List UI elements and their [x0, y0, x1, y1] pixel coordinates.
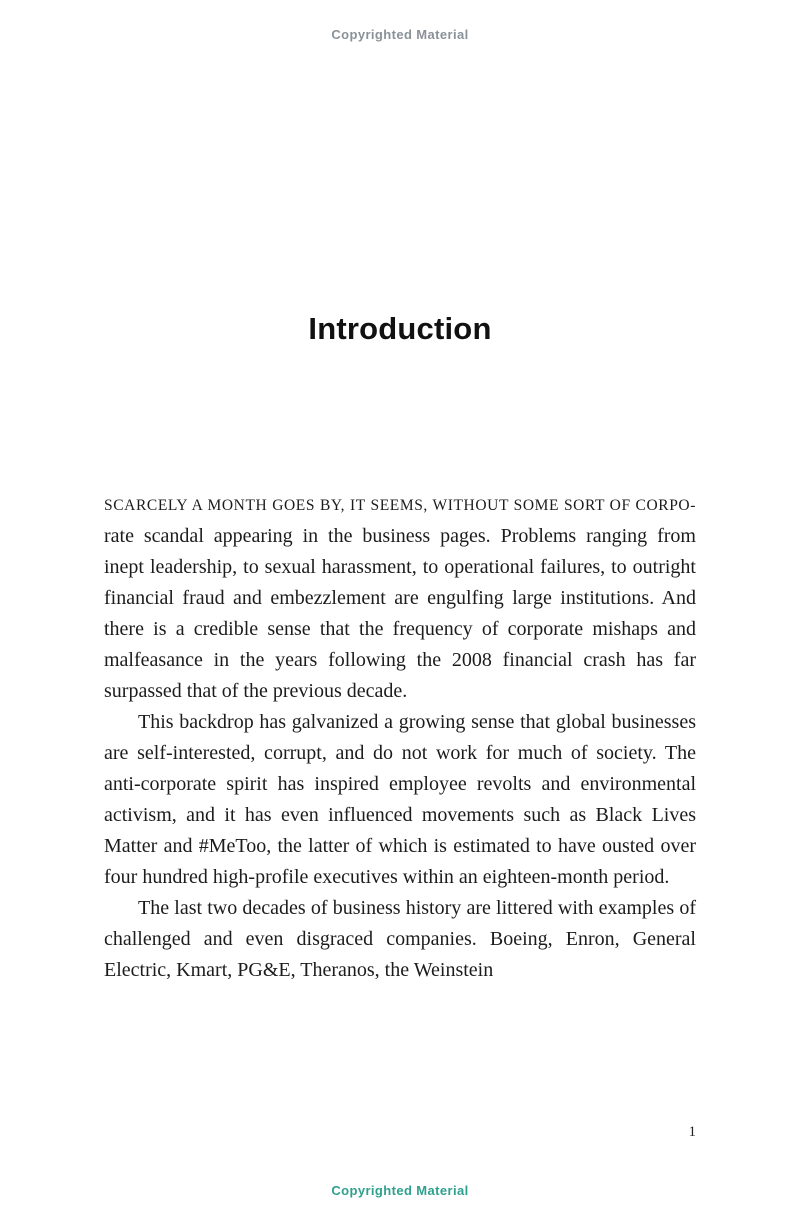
chapter-title: Introduction	[308, 310, 492, 346]
paragraph-3	[104, 893, 696, 986]
paragraph-1-lead-caps: SCARCELY A MONTH GOES BY, IT SEEMS, WITHOUT SOME SORT OF CORPO-	[104, 497, 696, 514]
copyright-notice-top: Copyrighted Material	[331, 27, 469, 42]
page-number: 1	[688, 1124, 696, 1140]
paragraph-1	[104, 490, 696, 707]
paragraph-1-text: rate scandal appearing in the business pages. Problems ranging from inept leadership, to sexual harassment, to operational failures, to outright financial fraud and embezzlement are engulfing large institutions. And there is a credible sense that the frequency of corporate mishaps and malfeasance in the years following the 2008 financial crash has far surpassed that of the previous decade.	[104, 525, 696, 702]
paragraph-2-text: This backdrop has galvanized a growing sense that global businesses are self-interested, corrupt, and do not work for much of society. The anti-corporate spirit has inspired employee revolts and environmental activism, and it has even influenced movements such as Black Lives Matter and #MeToo, the latter of which is estimated to have ousted over four hundred high-profile executives within an eighteen-month period.	[104, 711, 696, 888]
body-text-block	[104, 490, 696, 986]
paragraph-3-text: The last two decades of business history are littered with examples of challenged and even disgraced companies. Boeing, Enron, General Electric, Kmart, PG&E, Theranos, the Weinstein	[104, 897, 696, 981]
paragraph-2	[104, 707, 696, 893]
copyright-notice-bottom: Copyrighted Material	[331, 1183, 469, 1198]
